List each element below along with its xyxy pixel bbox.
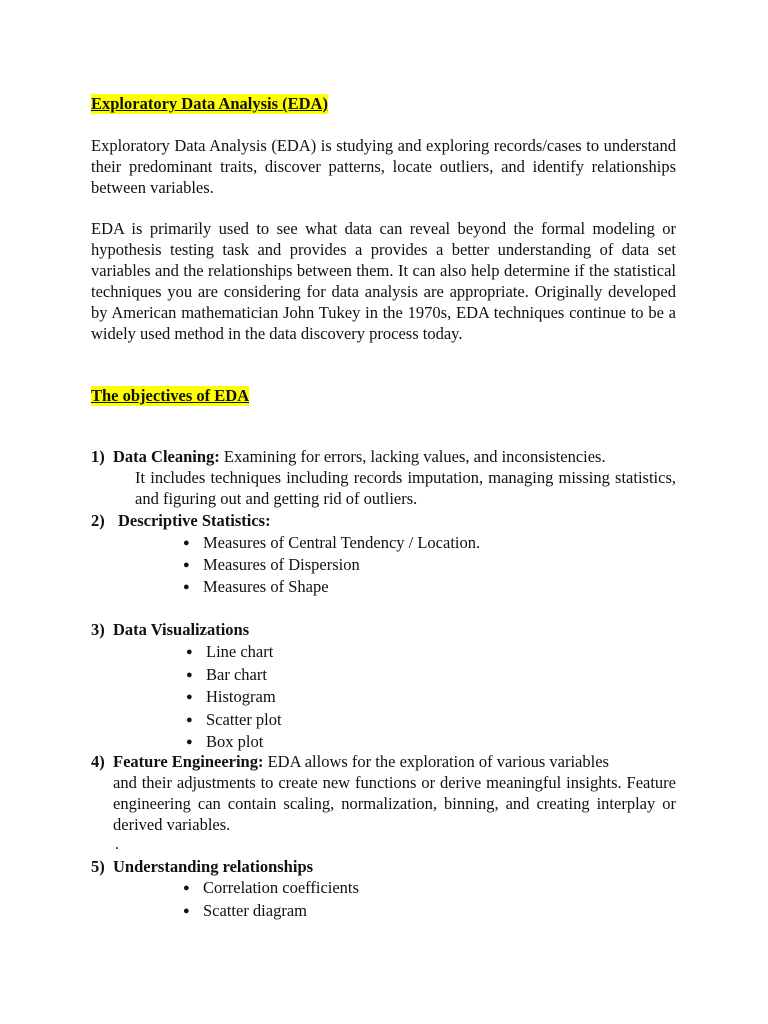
objective-1-inline-text: Examining for errors, lacking values, and inconsistencies. xyxy=(219,447,606,466)
objective-4-inline-text: EDA allows for the exploration of various variables xyxy=(263,752,609,771)
bullet-icon: ● xyxy=(186,736,193,748)
list-item-label: Measures of Shape xyxy=(203,577,329,596)
list-item xyxy=(183,554,360,576)
list-item xyxy=(186,664,267,686)
list-item xyxy=(186,709,282,731)
objective-4-description: and their adjustments to create new functions or derive meaningful insights. Feature engineering can contain scaling, normalization, binning, and creating interplay or derived variables. xyxy=(113,773,676,834)
objective-1-description: It includes techniques including records imputation, managing missing statistics, and figuring out and getting rid of outliers. xyxy=(135,468,676,508)
list-item xyxy=(183,532,480,554)
second-paragraph: EDA is primarily used to see what data can reveal beyond the formal modeling or hypothesis testing task and provides a provides a better understanding of data set variables and the relationships between them. It can also help determine if the statistical techniques you are considering for data analysis are appropriate. Originally developed by American mathematician John Tukey in the 1970s, EDA techniques continue to be a widely used method in the data discovery process today. xyxy=(91,219,676,343)
list-item xyxy=(186,641,273,663)
list-item xyxy=(183,576,329,598)
bullet-icon: ● xyxy=(183,559,190,571)
list-item-label: Correlation coefficients xyxy=(203,878,359,897)
list-item xyxy=(186,686,276,708)
list-item-label: Measures of Central Tendency / Location. xyxy=(203,533,481,552)
objectives-heading: The objectives of EDA xyxy=(91,386,250,405)
bullet-icon: ● xyxy=(186,691,193,703)
list-item-label: Scatter plot xyxy=(206,710,282,729)
objective-4-heading: Feature Engineering: xyxy=(113,752,264,771)
document-title: Exploratory Data Analysis (EDA) xyxy=(91,94,328,113)
objective-3-heading: Data Visualizations xyxy=(113,620,250,639)
list-item-label: Scatter diagram xyxy=(203,901,307,920)
objective-4-line xyxy=(113,751,609,772)
bullet-icon: ● xyxy=(183,537,190,549)
bullet-icon: ● xyxy=(183,905,190,917)
list-item xyxy=(186,731,263,753)
objective-5-line xyxy=(113,856,313,877)
objective-2-heading: Descriptive Statistics: xyxy=(118,511,271,530)
objective-5-heading: Understanding relationships xyxy=(113,857,314,876)
bullet-icon: ● xyxy=(186,669,193,681)
list-item-label: Measures of Dispersion xyxy=(203,555,360,574)
objective-1-number: 1) xyxy=(91,447,105,466)
list-item-label: Line chart xyxy=(206,642,274,661)
objective-1-line xyxy=(113,446,606,467)
intro-paragraph: Exploratory Data Analysis (EDA) is studying and exploring records/cases to understand their predominant traits, discover patterns, locate outliers, and identify relationships between variables. xyxy=(91,136,676,197)
list-item-label: Histogram xyxy=(206,687,276,706)
list-item-label: Bar chart xyxy=(206,665,267,684)
objective-3-line xyxy=(113,619,249,640)
objective-2-line xyxy=(118,510,271,531)
objective-3-number: 3) xyxy=(91,620,105,639)
bullet-icon: ● xyxy=(183,581,190,593)
objective-2-number: 2) xyxy=(91,511,105,530)
objective-5-number: 5) xyxy=(91,857,105,876)
bullet-icon: ● xyxy=(183,882,190,894)
stray-period: . xyxy=(115,836,119,853)
bullet-icon: ● xyxy=(186,646,193,658)
objective-1-heading: Data Cleaning: xyxy=(113,447,220,466)
bullet-icon: ● xyxy=(186,714,193,726)
list-item xyxy=(183,900,307,922)
objective-4-number: 4) xyxy=(91,752,105,771)
list-item-label: Box plot xyxy=(206,732,264,751)
list-item xyxy=(183,877,359,899)
